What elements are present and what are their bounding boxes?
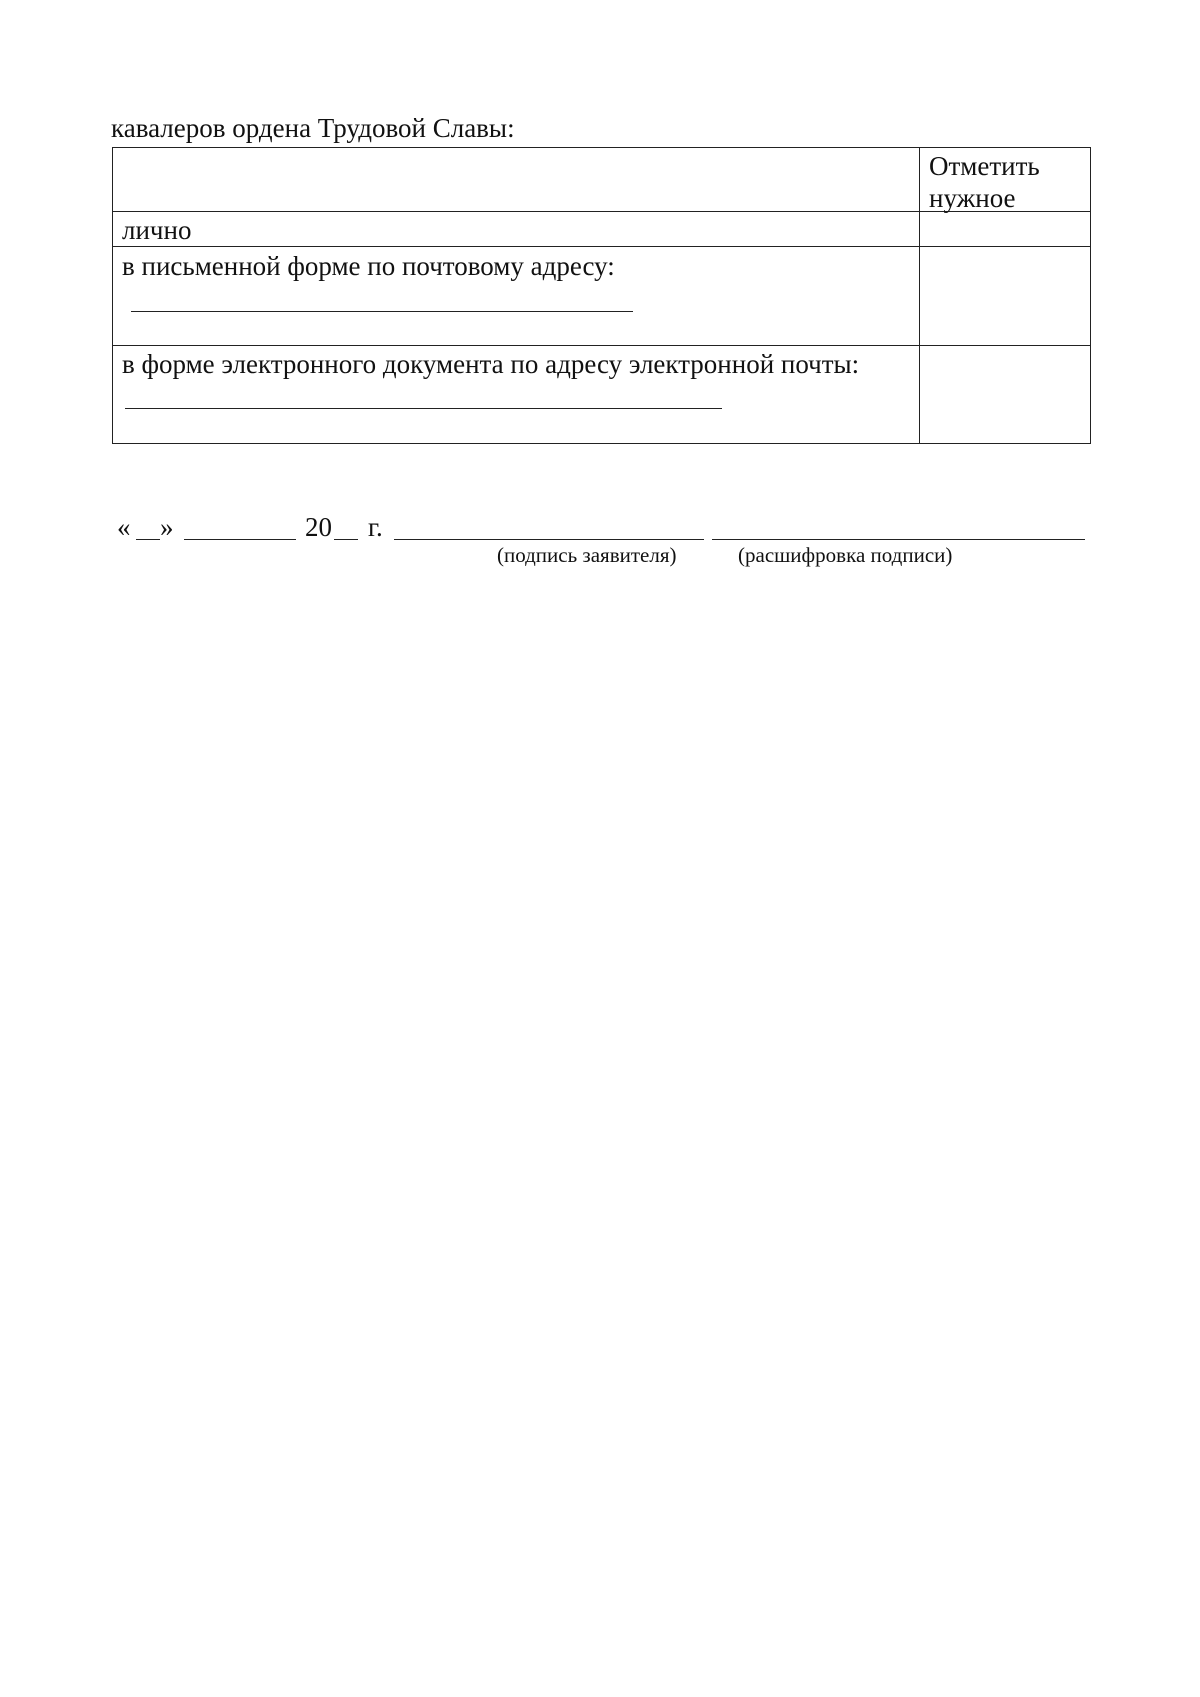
date-year-suffix: г. — [368, 512, 383, 542]
postal-address-blank[interactable] — [131, 311, 633, 312]
row-label-email: в форме электронного документа по адресу электронной почты: — [122, 349, 860, 379]
intro-text: кавалеров ордена Трудовой Славы: — [111, 113, 515, 143]
applicant-signature-blank[interactable] — [394, 539, 704, 540]
row-label-postal: в письменной форме по почтовому адресу: — [122, 251, 615, 281]
delivery-method-table — [112, 147, 1091, 444]
mark-cell-in-person[interactable] — [921, 213, 1090, 245]
email-address-blank[interactable] — [125, 408, 722, 409]
signature-decoding-blank[interactable] — [712, 539, 1085, 540]
caption-signature: (подпись заявителя) — [497, 543, 677, 567]
date-year-blank[interactable] — [334, 539, 358, 540]
header-mark-label: Отметить нужное — [929, 151, 1040, 213]
mark-cell-postal[interactable] — [921, 248, 1090, 344]
date-close-quote: » — [160, 512, 174, 542]
row-divider — [113, 246, 1090, 247]
mark-cell-email[interactable] — [921, 347, 1090, 443]
column-divider — [919, 148, 920, 443]
date-day-blank[interactable] — [136, 539, 160, 540]
date-month-blank[interactable] — [184, 539, 296, 540]
date-year-prefix: 20 — [305, 512, 332, 542]
caption-decoding: (расшифровка подписи) — [738, 543, 953, 567]
date-open-quote: « — [117, 512, 131, 542]
row-divider — [113, 345, 1090, 346]
row-label-in-person: лично — [122, 215, 192, 245]
